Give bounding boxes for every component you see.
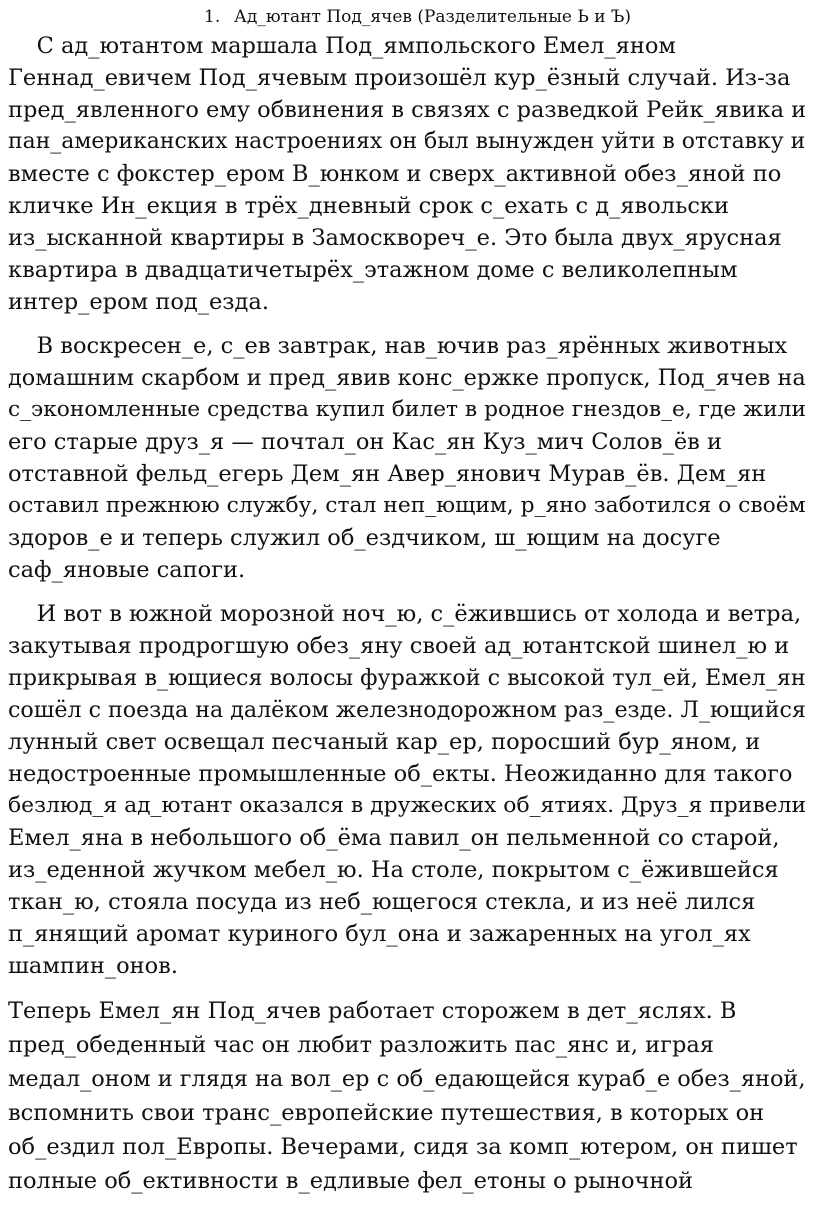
paragraph-line: отставной фельд_егерь Дем_ян Авер_янович Мурав_ёв. Дем_ян xyxy=(8,461,767,487)
paragraph-line: саф_яновые сапоги. xyxy=(8,557,246,583)
paragraph-3 xyxy=(8,598,806,982)
paragraph-line: С ад_ютантом маршала Под_ямпольского Емел_яном xyxy=(8,33,676,59)
section-heading xyxy=(8,6,806,28)
paragraph-line: сошёл с поезда на далёком железнодорожном раз_езде. Л_ющийся xyxy=(8,697,806,723)
paragraph-line: медал_оном и глядя на вол_ер с об_едающейся кураб_е обез_яной, xyxy=(8,1066,806,1092)
paragraph-line: оставил прежнюю службу, стал неп_ющим, р_яно заботился о своём xyxy=(8,493,806,518)
paragraph-line: здоров_е и теперь служил об_ездчиком, ш_ющим на досуге xyxy=(8,525,721,551)
paragraph-line: И вот в южной морозной ноч_ю, с_ёжившись от холода и ветра, xyxy=(8,601,802,627)
paragraph-line: об_ездил пол_Европы. Вечерами, сидя за комп_ютером, он пишет xyxy=(8,1134,798,1160)
paragraph-line: ткан_ю, стояла посуда из неб_ющегося стекла, и из неё лился xyxy=(8,889,756,915)
paragraph-4 xyxy=(8,994,806,1198)
paragraph-line: Емел_яна в небольшого об_ёма павил_он пельменной со старой, xyxy=(8,825,780,851)
heading-number: 1. xyxy=(204,7,221,27)
paragraph-line: квартира в двадцатичетырёх_этажном доме с великолепным xyxy=(8,257,738,283)
paragraph-line: его старые друз_я — почтал_он Кас_ян Куз_мич Солов_ёв и xyxy=(8,429,722,455)
paragraph-spacer xyxy=(8,982,806,994)
paragraph-line: Теперь Емел_ян Под_ячев работает сторожем в дет_яслях. В xyxy=(8,998,737,1024)
paragraph-line: с_экономленные средства купил билет в родное гнездов_е, где жили xyxy=(8,397,806,422)
paragraph-1 xyxy=(8,30,806,318)
paragraph-line: интер_ером под_езда. xyxy=(8,289,269,315)
paragraph-line: пан_американских настроениях он был вынужден уйти в отставку и xyxy=(8,129,806,154)
paragraph-2 xyxy=(8,330,806,586)
heading-title: Ад_ютант Под_ячев (Разделительные Ь и Ъ) xyxy=(234,7,632,27)
paragraph-line: недостроенные промышленные об_екты. Неожиданно для такого xyxy=(8,761,793,787)
paragraph-line: безлюд_я ад_ютант оказался в дружеских об_ятиях. Друз_я привели xyxy=(8,793,807,818)
paragraph-line: домашним скарбом и пред_явив конс_ержке пропуск, Под_ячев на xyxy=(8,365,806,391)
paragraph-line: закутывая продрогшую обез_яну своей ад_ютантской шинел_ю и xyxy=(8,633,790,659)
paragraph-line: Геннад_евичем Под_ячевым произошёл кур_ёзный случай. Из-за xyxy=(8,65,791,91)
paragraph-line: из_еденной жучком мебел_ю. На столе, покрытом с_ёжившейся xyxy=(8,857,779,883)
paragraph-line: вспомнить свои транс_европейские путешествия, в которых он xyxy=(8,1100,765,1126)
paragraph-line: кличке Ин_екция в трёх_дневный срок с_ехать с д_явольски xyxy=(8,193,729,219)
paragraph-line: В воскресен_е, с_ев завтрак, нав_ючив раз_ярённых животных xyxy=(8,333,788,359)
paragraph-line: прикрывая в_ющиеся волосы фуражкой с высокой тул_ей, Емел_ян xyxy=(8,665,806,691)
paragraph-line: пред_явленного ему обвинения в связях с разведкой Рейк_явика и xyxy=(8,97,807,123)
paragraph-line: лунный свет освещал песчаный кар_ер, поросший бур_яном, и xyxy=(8,729,761,755)
paragraph-line: п_янящий аромат куриного бул_она и зажаренных на угол_ях xyxy=(8,921,751,947)
paragraph-spacer xyxy=(8,318,806,330)
paragraph-line: шампин_онов. xyxy=(8,953,178,979)
paragraph-line: вместе с фокстер_ером В_юнком и сверх_активной обез_яной по xyxy=(8,161,782,187)
paragraph-line: полные об_ективности в_едливые фел_етоны о рыночной xyxy=(8,1168,693,1194)
paragraph-line: из_ысканной квартиры в Замосквореч_е. Это была двух_ярусная xyxy=(8,225,782,251)
paragraph-line: пред_обеденный час он любит разложить пас_янс и, играя xyxy=(8,1032,714,1058)
paragraph-spacer xyxy=(8,586,806,598)
